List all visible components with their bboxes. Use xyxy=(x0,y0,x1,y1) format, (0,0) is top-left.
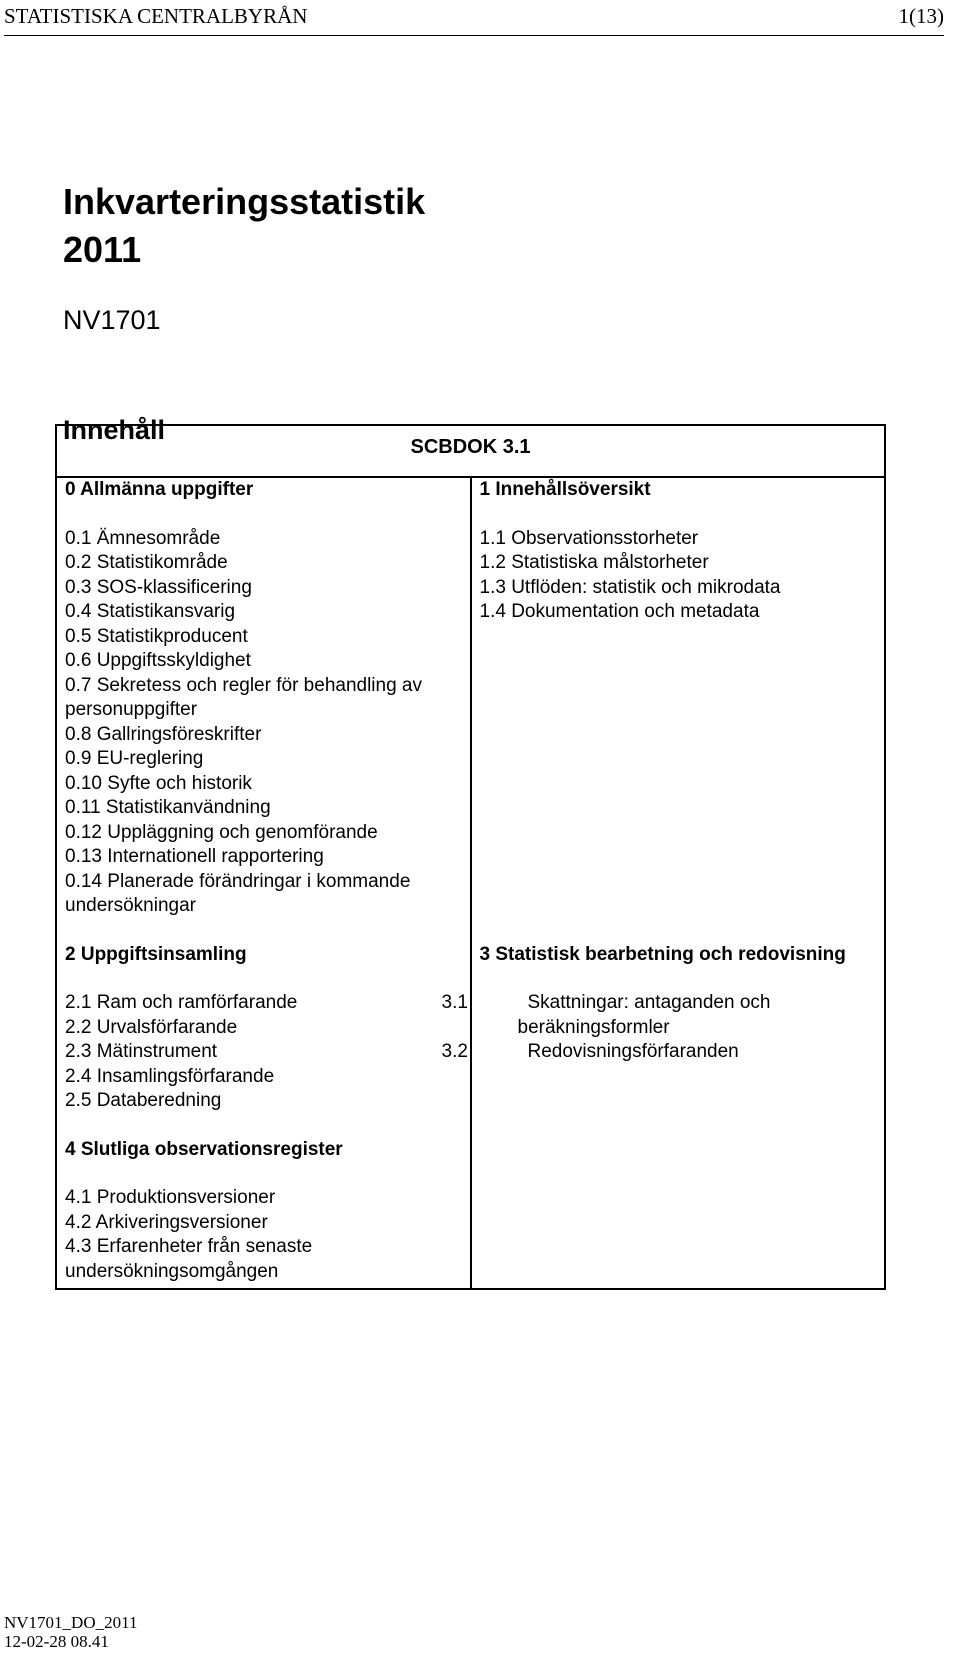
agency-name: STATISTISKA CENTRALBYRÅN xyxy=(4,4,308,28)
section-title: 1 Innehållsöversikt xyxy=(479,479,651,500)
toc-item-text: Ämnesområde xyxy=(96,527,221,549)
toc-item xyxy=(441,991,877,1040)
toc-item-number: 2.5 xyxy=(65,1090,92,1111)
toc-item-number: 0.5 xyxy=(65,625,92,647)
toc-item-text: Uppläggning och genomförande xyxy=(107,821,378,843)
section-list-s3 xyxy=(441,991,877,1065)
toc-item-text: Statistikansvarig xyxy=(96,601,236,622)
toc-item-text: Statistikanvändning xyxy=(105,797,271,818)
section-list-s0 xyxy=(65,527,462,919)
section-list-s1 xyxy=(480,527,877,625)
toc-item xyxy=(65,991,462,1016)
toc-item-text: Utflöden: statistik och mikrodata xyxy=(511,576,781,598)
toc-item xyxy=(65,600,462,625)
section-title: 3 Statistisk bearbetning och redovisning xyxy=(479,943,846,965)
toc-item-number: 2.3 xyxy=(65,1041,92,1062)
toc-item-text: Syfte och historik xyxy=(107,772,252,794)
toc-cell-s1 xyxy=(471,477,886,943)
toc-cell-s4 xyxy=(56,1138,471,1290)
toc-item-text: Gallringsföreskrifter xyxy=(96,723,262,745)
toc-item-number: 2.2 xyxy=(65,1016,92,1038)
toc-item xyxy=(65,772,462,797)
section-title: 0 Allmänna uppgifter xyxy=(65,479,254,500)
toc-item-number: 2.1 xyxy=(65,992,92,1013)
toc-item-number: 2.4 xyxy=(65,1065,92,1087)
toc-item-number: 0.9 xyxy=(65,748,92,769)
toc-item xyxy=(480,600,877,625)
toc-item xyxy=(480,551,877,576)
toc-item xyxy=(65,1089,462,1114)
toc-item-number: 0.14 xyxy=(65,870,102,892)
toc-item xyxy=(65,845,462,870)
section-title: 2 Uppgiftsinsamling xyxy=(65,943,247,965)
document-title xyxy=(63,178,425,274)
toc-item-text: Mätinstrument xyxy=(96,1041,218,1062)
toc-item-text: EU-reglering xyxy=(96,748,204,769)
toc-item xyxy=(65,1235,462,1284)
toc-item-number: 0.8 xyxy=(65,723,92,745)
toc-item-text: Produktionsversioner xyxy=(96,1187,276,1208)
toc-item xyxy=(65,674,462,723)
toc-item-number: 1.4 xyxy=(479,601,506,622)
toc-item-number: 4.3 xyxy=(65,1236,92,1257)
toc-item-text: Urvalsförfarande xyxy=(96,1016,238,1038)
toc-item-number: 3.1 xyxy=(441,992,468,1013)
toc-item xyxy=(441,1040,877,1065)
toc-item xyxy=(65,649,462,674)
toc-item xyxy=(65,1040,462,1065)
section-list-s4 xyxy=(65,1186,462,1288)
toc-item-number: 1.1 xyxy=(479,527,506,549)
toc-item-text: SOS-klassificering xyxy=(96,576,252,598)
footer-doc-id: NV1701_DO_2011 xyxy=(4,1613,138,1632)
toc-item-number: 0.10 xyxy=(65,772,102,794)
toc-item xyxy=(65,625,462,650)
toc-cell-empty xyxy=(471,1138,886,1290)
toc-item xyxy=(65,747,462,772)
toc-item-text: Skattningar: antaganden och beräkningsformler xyxy=(517,992,771,1038)
toc-item-number: 0.6 xyxy=(65,650,92,671)
toc-item-text: Internationell rapportering xyxy=(107,846,324,867)
toc-item-number: 0.2 xyxy=(65,552,92,573)
toc-item-number: 4.1 xyxy=(65,1187,92,1208)
toc-item-number: 0.3 xyxy=(65,576,92,598)
toc-item-number: 0.7 xyxy=(65,674,92,696)
toc-item-text: Ram och ramförfarande xyxy=(96,992,298,1013)
toc-item xyxy=(65,796,462,821)
toc-item-text: Planerade förändringar i kommande undersökningar xyxy=(65,870,411,916)
toc-item xyxy=(65,551,462,576)
page-footer xyxy=(4,1613,137,1651)
toc-item-text: Databeredning xyxy=(96,1090,222,1111)
toc-cell-s2 xyxy=(56,943,471,1138)
toc-item-number: 4.2 xyxy=(65,1211,92,1233)
title-line-1: Inkvarteringsstatistik xyxy=(63,181,426,222)
toc-item-number: 0.11 xyxy=(65,797,101,818)
toc-item xyxy=(65,1016,462,1041)
toc-item-text: Erfarenheter från senaste undersökningsomgången xyxy=(65,1236,313,1282)
toc-item-number: 0.4 xyxy=(65,601,92,622)
toc-item-number: 1.3 xyxy=(479,576,506,598)
toc-cell-s3 xyxy=(441,943,886,1138)
scbdok-label: SCBDOK 3.1 xyxy=(410,435,531,458)
section-list-s2 xyxy=(65,991,462,1114)
footer-date: 12-02-28 08.41 xyxy=(4,1632,109,1651)
toc-item xyxy=(65,1186,462,1211)
toc-item xyxy=(65,821,462,846)
toc-item-text: Insamlingsförfarande xyxy=(96,1065,275,1087)
product-code: NV1701 xyxy=(63,305,161,335)
toc-item xyxy=(65,870,462,919)
toc-item xyxy=(65,723,462,748)
page-number: 1(13) xyxy=(898,4,944,28)
toc-item-text: Arkiveringsversioner xyxy=(95,1211,268,1233)
toc-item-text: Observationsstorheter xyxy=(511,527,699,549)
toc-cell-s0 xyxy=(56,477,471,943)
title-line-2: 2011 xyxy=(63,229,142,270)
toc-item-text: Redovisningsförfaranden xyxy=(527,1041,739,1062)
toc-item-text: Uppgiftsskyldighet xyxy=(96,650,251,671)
toc-item-text: Sekretess och regler för behandling av personuppgifter xyxy=(65,674,423,720)
toc-item xyxy=(480,576,877,601)
toc-item-number: 1.2 xyxy=(479,552,506,573)
contents-heading: Innehåll xyxy=(63,415,166,445)
page-header xyxy=(4,4,944,36)
toc-item-text: Dokumentation och metadata xyxy=(511,601,760,622)
toc-item-text: Statistikproducent xyxy=(96,625,248,647)
scbdok-cell xyxy=(56,425,885,477)
toc-item xyxy=(480,527,877,552)
toc-item xyxy=(65,527,462,552)
section-title: 4 Slutliga observationsregister xyxy=(65,1138,343,1160)
toc-item-number: 0.12 xyxy=(65,821,102,843)
toc-table xyxy=(55,424,886,1290)
toc-item-text: Statistiska målstorheter xyxy=(511,552,709,573)
toc-item xyxy=(65,576,462,601)
toc-item-number: 0.1 xyxy=(65,527,92,549)
toc-item xyxy=(65,1065,462,1090)
toc-item-number: 0.13 xyxy=(65,846,102,867)
toc-item-text: Statistikområde xyxy=(96,552,228,573)
toc-item-number: 3.2 xyxy=(441,1041,468,1062)
toc-item xyxy=(65,1211,462,1236)
